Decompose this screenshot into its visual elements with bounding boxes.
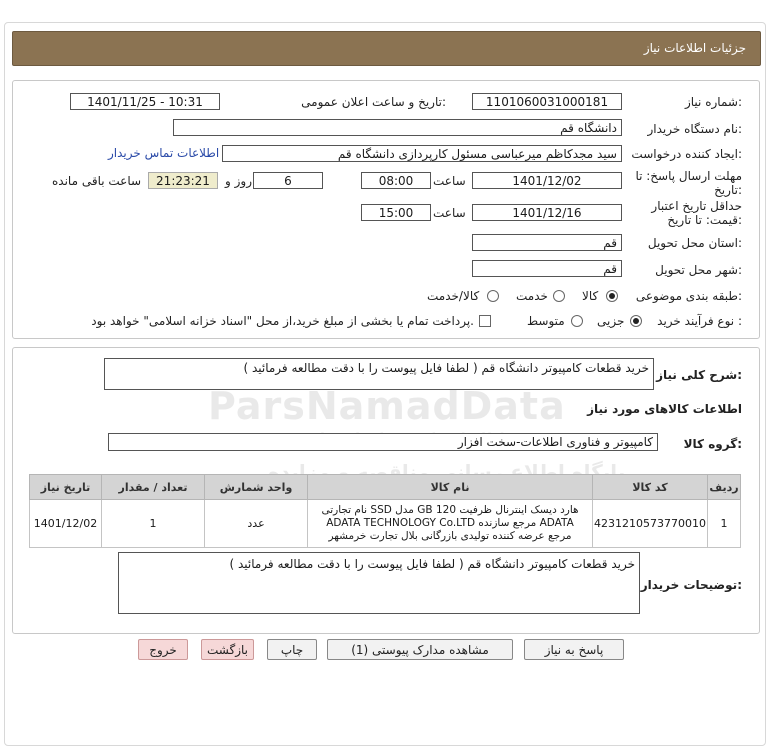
print-button[interactable]: چاپ [267, 639, 317, 660]
table-header-row [30, 475, 741, 500]
goods-table [29, 474, 741, 548]
city-label: شهر محل تحویل: [655, 263, 742, 277]
need-number-field: 1101060031000181 [472, 93, 622, 110]
buyer-notes-field: خرید قطعات کامپیوتر دانشگاه قم ( لطفا فایل پیوست را با دقت مطالعه فرمائید ) [118, 552, 640, 614]
need-number-label: شماره نیاز: [684, 95, 742, 109]
col-index-header: ردیف [708, 475, 741, 500]
table-row [30, 500, 741, 548]
deadline-time-field: 08:00 [361, 172, 431, 189]
creator-label: ایجاد کننده درخواست: [631, 147, 742, 161]
remaining-time-field: 21:23:21 [148, 172, 218, 189]
announce-field: 1401/11/25 - 10:31 [70, 93, 220, 110]
row-index: 1 [708, 500, 741, 548]
col-date-header: تاریخ نیاز [30, 475, 102, 500]
category-both-radio[interactable] [487, 290, 499, 302]
treasury-payment-checkbox[interactable] [479, 315, 491, 327]
process-label: نوع فرآیند خرید : [657, 314, 742, 328]
category-both-label: کالا/خدمت [427, 289, 480, 303]
col-unit-header: واحد شمارش [205, 475, 308, 500]
validity-time-label: ساعت [433, 206, 466, 220]
remaining-label: ساعت باقی مانده [52, 174, 142, 188]
city-field: قم [472, 260, 622, 277]
process-minor-radio[interactable] [630, 315, 642, 327]
goods-info-heading: اطلاعات کالاهای مورد نیاز [587, 402, 742, 416]
province-field: قم [472, 234, 622, 251]
deadline-date-field: 1401/12/02 [472, 172, 622, 189]
row-qty: 1 [102, 500, 205, 548]
col-qty-header: تعداد / مقدار [102, 475, 205, 500]
row-name: هارد دیسک اینترنال ظرفیت GB 120 مدل SSD نام تجارتی ADATA مرجع سازنده ADATA TECHNOLOGY Co.LTD مرجع عرضه کننده تولیدی بازرگانی بلال تجارت خرمشهر [308, 500, 593, 548]
row-date: 1401/12/02 [30, 500, 102, 548]
row-code: 4231210573770010 [593, 500, 708, 548]
row-unit: عدد [205, 500, 308, 548]
goods-group-label: گروه کالا: [683, 437, 742, 451]
announce-label: تاریخ و ساعت اعلان عمومی: [301, 95, 446, 109]
creator-field: سید مجدکاظم میرعباسی مسئول کارپردازی دانشگاه قم [222, 145, 622, 162]
view-documents-button[interactable]: مشاهده مدارک پیوستی (1) [327, 639, 513, 660]
deadline-label: مهلت ارسال پاسخ: تا تاریخ: [635, 169, 742, 197]
exit-button[interactable]: خروج [138, 639, 188, 660]
col-name-header: نام کالا [308, 475, 593, 500]
days-label: روز و [225, 174, 252, 188]
deadline-time-label: ساعت [433, 174, 466, 188]
col-code-header: کد کالا [593, 475, 708, 500]
validity-time-field: 15:00 [361, 204, 431, 221]
reply-button[interactable]: پاسخ به نیاز [524, 639, 624, 660]
validity-date-field: 1401/12/16 [472, 204, 622, 221]
buyer-contact-link[interactable]: اطلاعات تماس خریدار [108, 146, 220, 160]
need-summary-label: شرح کلی نیاز: [656, 368, 742, 382]
page-title: جزئیات اطلاعات نیاز [643, 41, 746, 55]
category-service-label: خدمت [516, 289, 548, 303]
category-service-radio[interactable] [553, 290, 565, 302]
buyer-org-field: دانشگاه قم [173, 119, 622, 136]
process-minor-label: جزیی [597, 314, 625, 328]
need-summary-field: خرید قطعات کامپیوتر دانشگاه قم ( لطفا فایل پیوست را با دقت مطالعه فرمائید ) [104, 358, 654, 390]
back-button[interactable]: بازگشت [201, 639, 254, 660]
treasury-payment-note: پرداخت تمام یا بخشی از مبلغ خرید،از محل "اسناد خزانه اسلامی" خواهد بود. [91, 314, 474, 328]
buyer-notes-label: توضیحات خریدار: [640, 578, 742, 592]
process-medium-label: متوسط [527, 314, 565, 328]
category-goods-radio[interactable] [606, 290, 618, 302]
buyer-org-label: نام دستگاه خریدار: [647, 122, 742, 136]
page-header [12, 31, 761, 66]
category-goods-label: کالا [582, 289, 599, 303]
goods-group-field: کامپیوتر و فناوری اطلاعات-سخت افزار [108, 433, 658, 451]
process-medium-radio[interactable] [571, 315, 583, 327]
category-label: طبقه بندی موضوعی: [635, 289, 742, 303]
days-field: 6 [253, 172, 323, 189]
validity-label: حداقل تاریخ اعتبار قیمت: تا تاریخ: [651, 199, 742, 227]
province-label: استان محل تحویل: [647, 236, 742, 250]
